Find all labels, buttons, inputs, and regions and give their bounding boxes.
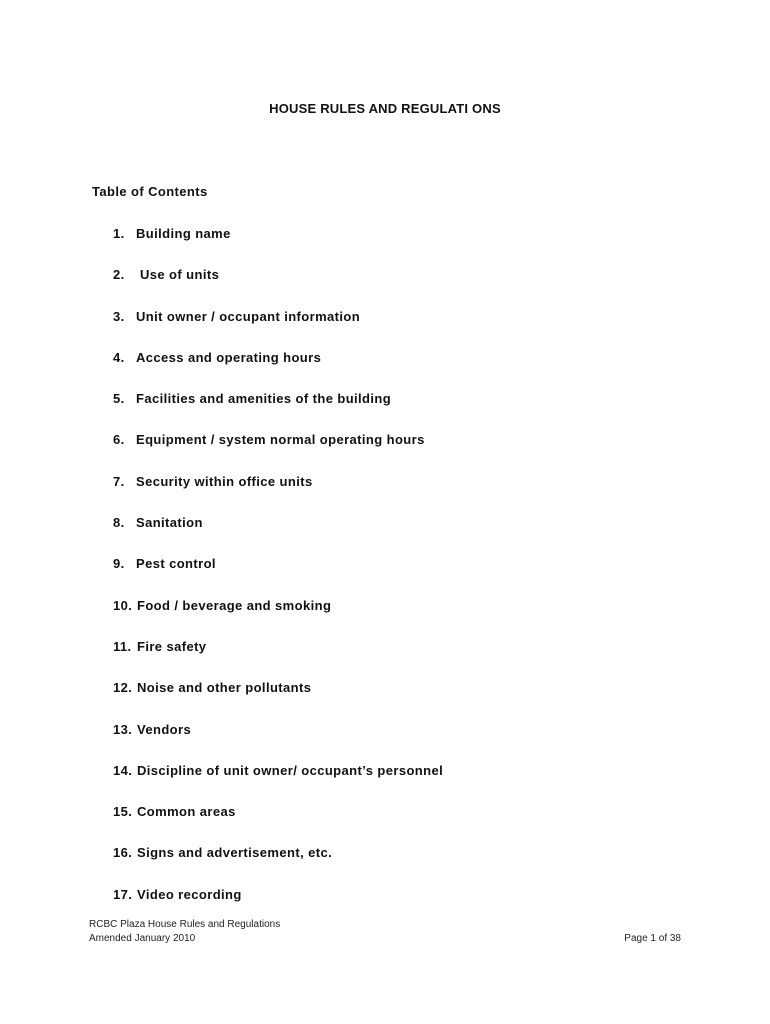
toc-item [113,474,443,515]
toc-item-number: 13. [113,721,133,737]
toc-item-label: Signs and advertisement, etc. [137,845,333,861]
toc-item-number: 11. [113,638,132,654]
toc-item [113,639,443,680]
toc-item-label: Fire safety [137,638,207,654]
toc-item-number: 5. [113,391,125,407]
toc-item-label: Equipment / system normal operating hours [136,432,425,448]
document-title: HOUSE RULES AND REGULATI ONS [269,101,501,116]
toc-item [113,845,443,886]
footer-document-name: RCBC Plaza House Rules and Regulations [89,919,281,930]
toc-item [113,350,443,391]
footer-amended-date: Amended January 2010 [89,933,196,944]
toc-item-label: Facilities and amenities of the building [136,391,392,407]
toc-item-label: Unit owner / occupant information [136,308,361,324]
toc-item-number: 10. [113,597,133,613]
footer-document-info [89,918,280,946]
toc-item-label: Access and operating hours [136,349,322,365]
toc-item-number: 16. [113,845,133,861]
toc-item-number: 6. [113,432,125,448]
toc-item-label: Pest control [136,556,216,572]
toc-item-label: Food / beverage and smoking [137,597,332,613]
toc-item [113,763,443,804]
toc-item [113,680,443,721]
toc-item [113,432,443,473]
toc-item-number: 7. [113,473,125,489]
toc-item [113,598,443,639]
toc-item-number: 2. [113,267,125,283]
toc-item [113,309,443,350]
toc-item-label: Building name [136,226,231,241]
footer-page-number: Page 1 of 38 [624,933,681,944]
toc-item-number: 1. [113,226,125,241]
toc-item-number: 9. [113,556,125,572]
toc-item-number: 3. [113,308,125,324]
toc-item-label: Noise and other pollutants [137,680,312,696]
toc-item [113,391,443,432]
toc-item [113,556,443,597]
toc-item-number: 8. [113,515,125,531]
toc-item-number: 17. [113,886,133,902]
toc-list [113,226,443,928]
toc-heading: Table of Contents [92,184,208,199]
toc-item-label: Discipline of unit owner/ occupant’s personnel [137,762,444,778]
toc-item-label: Use of units [140,267,220,283]
toc-item [113,226,443,267]
toc-item [113,515,443,556]
toc-item-label: Vendors [137,721,192,737]
toc-item-label: Sanitation [136,515,203,531]
toc-item-number: 4. [113,349,125,365]
toc-item-number: 12. [113,680,133,696]
toc-item-label: Common areas [137,804,236,820]
toc-item [113,267,443,308]
toc-item-number: 15. [113,804,133,820]
toc-item-number: 14. [113,762,133,778]
toc-item-label: Security within office units [136,473,313,489]
toc-item [113,804,443,845]
toc-item [113,722,443,763]
toc-item-label: Video recording [137,886,242,902]
